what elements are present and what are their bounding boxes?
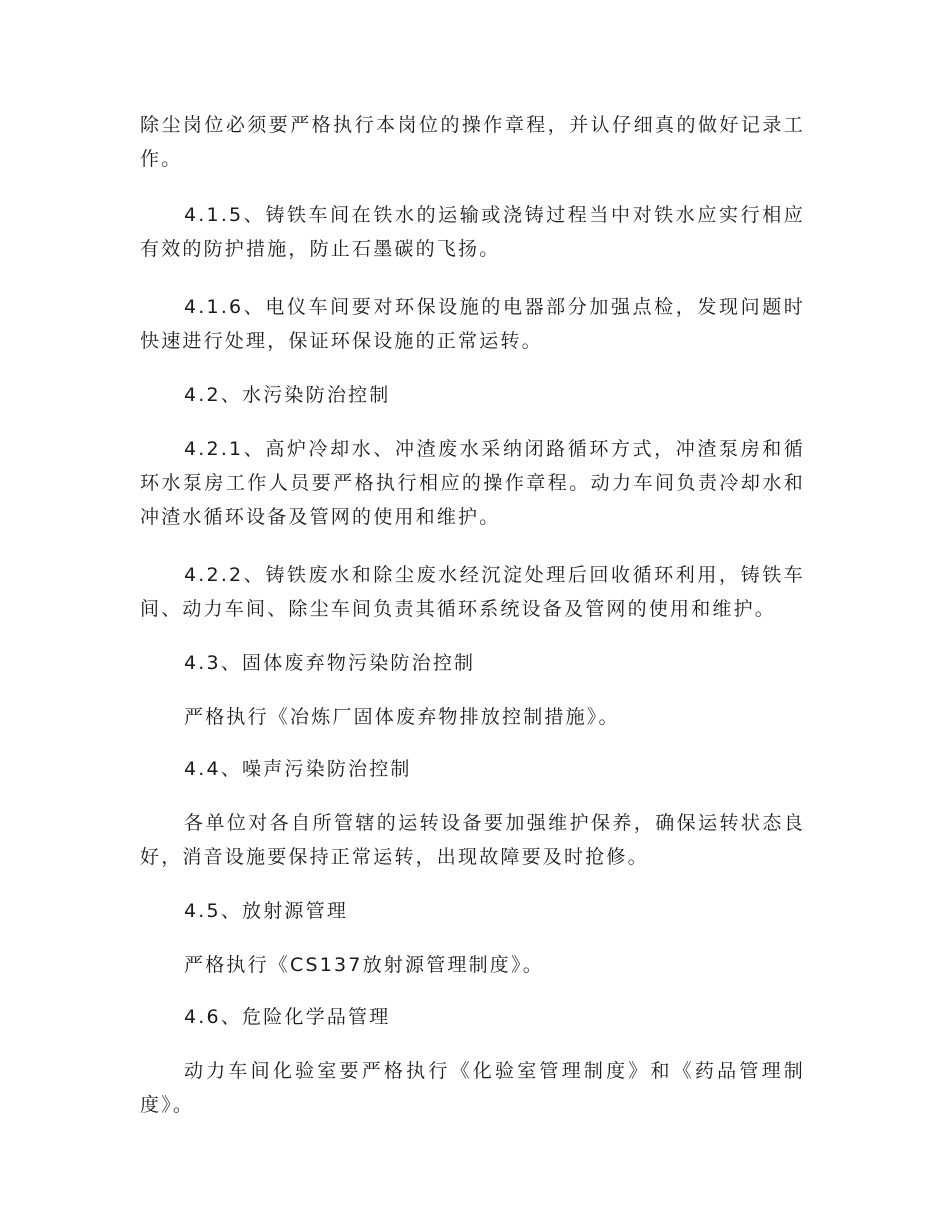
paragraph-4-4-body: 各单位对各自所管辖的运转设备要加强维护保养，确保运转状态良好，消音设施要保持正常运转，出现故障要及时抢修。 (140, 812, 805, 868)
paragraph-4-2-1: 4.2.1、高炉冷却水、冲渣废水采纳闭路循环方式，冲渣泵房和循环水泵房工作人员要严格执行相应的操作章程。动力车间负责冷却水和冲渣水循环设备及管网的使用和维护。 (140, 438, 805, 528)
paragraph-4-5-body: 严格执行《CS137放射源管理制度》。 (184, 954, 544, 976)
paragraph-dust-removal-records: 除尘岗位必须要严格执行本岗位的操作章程，并认仔细真的做好记录工作。 (140, 114, 805, 170)
heading-4-2: 4.2、水污染防治控制 (184, 384, 391, 406)
paragraph-4-3-body: 严格执行《冶炼厂固体废弃物排放控制措施》。 (184, 706, 620, 728)
heading-4-6: 4.6、危险化学品管理 (184, 1006, 391, 1028)
heading-4-4: 4.4、噪声污染防治控制 (184, 758, 412, 780)
paragraph-4-1-5: 4.1.5、铸铁车间在铁水的运输或浇铸过程当中对铁水应实行相应有效的防护措施，防止石墨碳的飞扬。 (140, 204, 805, 260)
heading-4-3: 4.3、固体废弃物污染防治控制 (184, 652, 476, 674)
heading-4-5: 4.5、放射源管理 (184, 900, 349, 922)
paragraph-4-6-body: 动力车间化验室要严格执行《化验室管理制度》和《药品管理制度》。 (140, 1060, 805, 1116)
paragraph-4-1-6: 4.1.6、电仪车间要对环保设施的电器部分加强点检，发现问题时快速进行处理，保证环保设施的正常运转。 (140, 296, 805, 352)
paragraph-4-2-2: 4.2.2、铸铁废水和除尘废水经沉淀处理后回收循环利用，铸铁车间、动力车间、除尘车间负责其循环系统设备及管网的使用和维护。 (140, 564, 805, 620)
